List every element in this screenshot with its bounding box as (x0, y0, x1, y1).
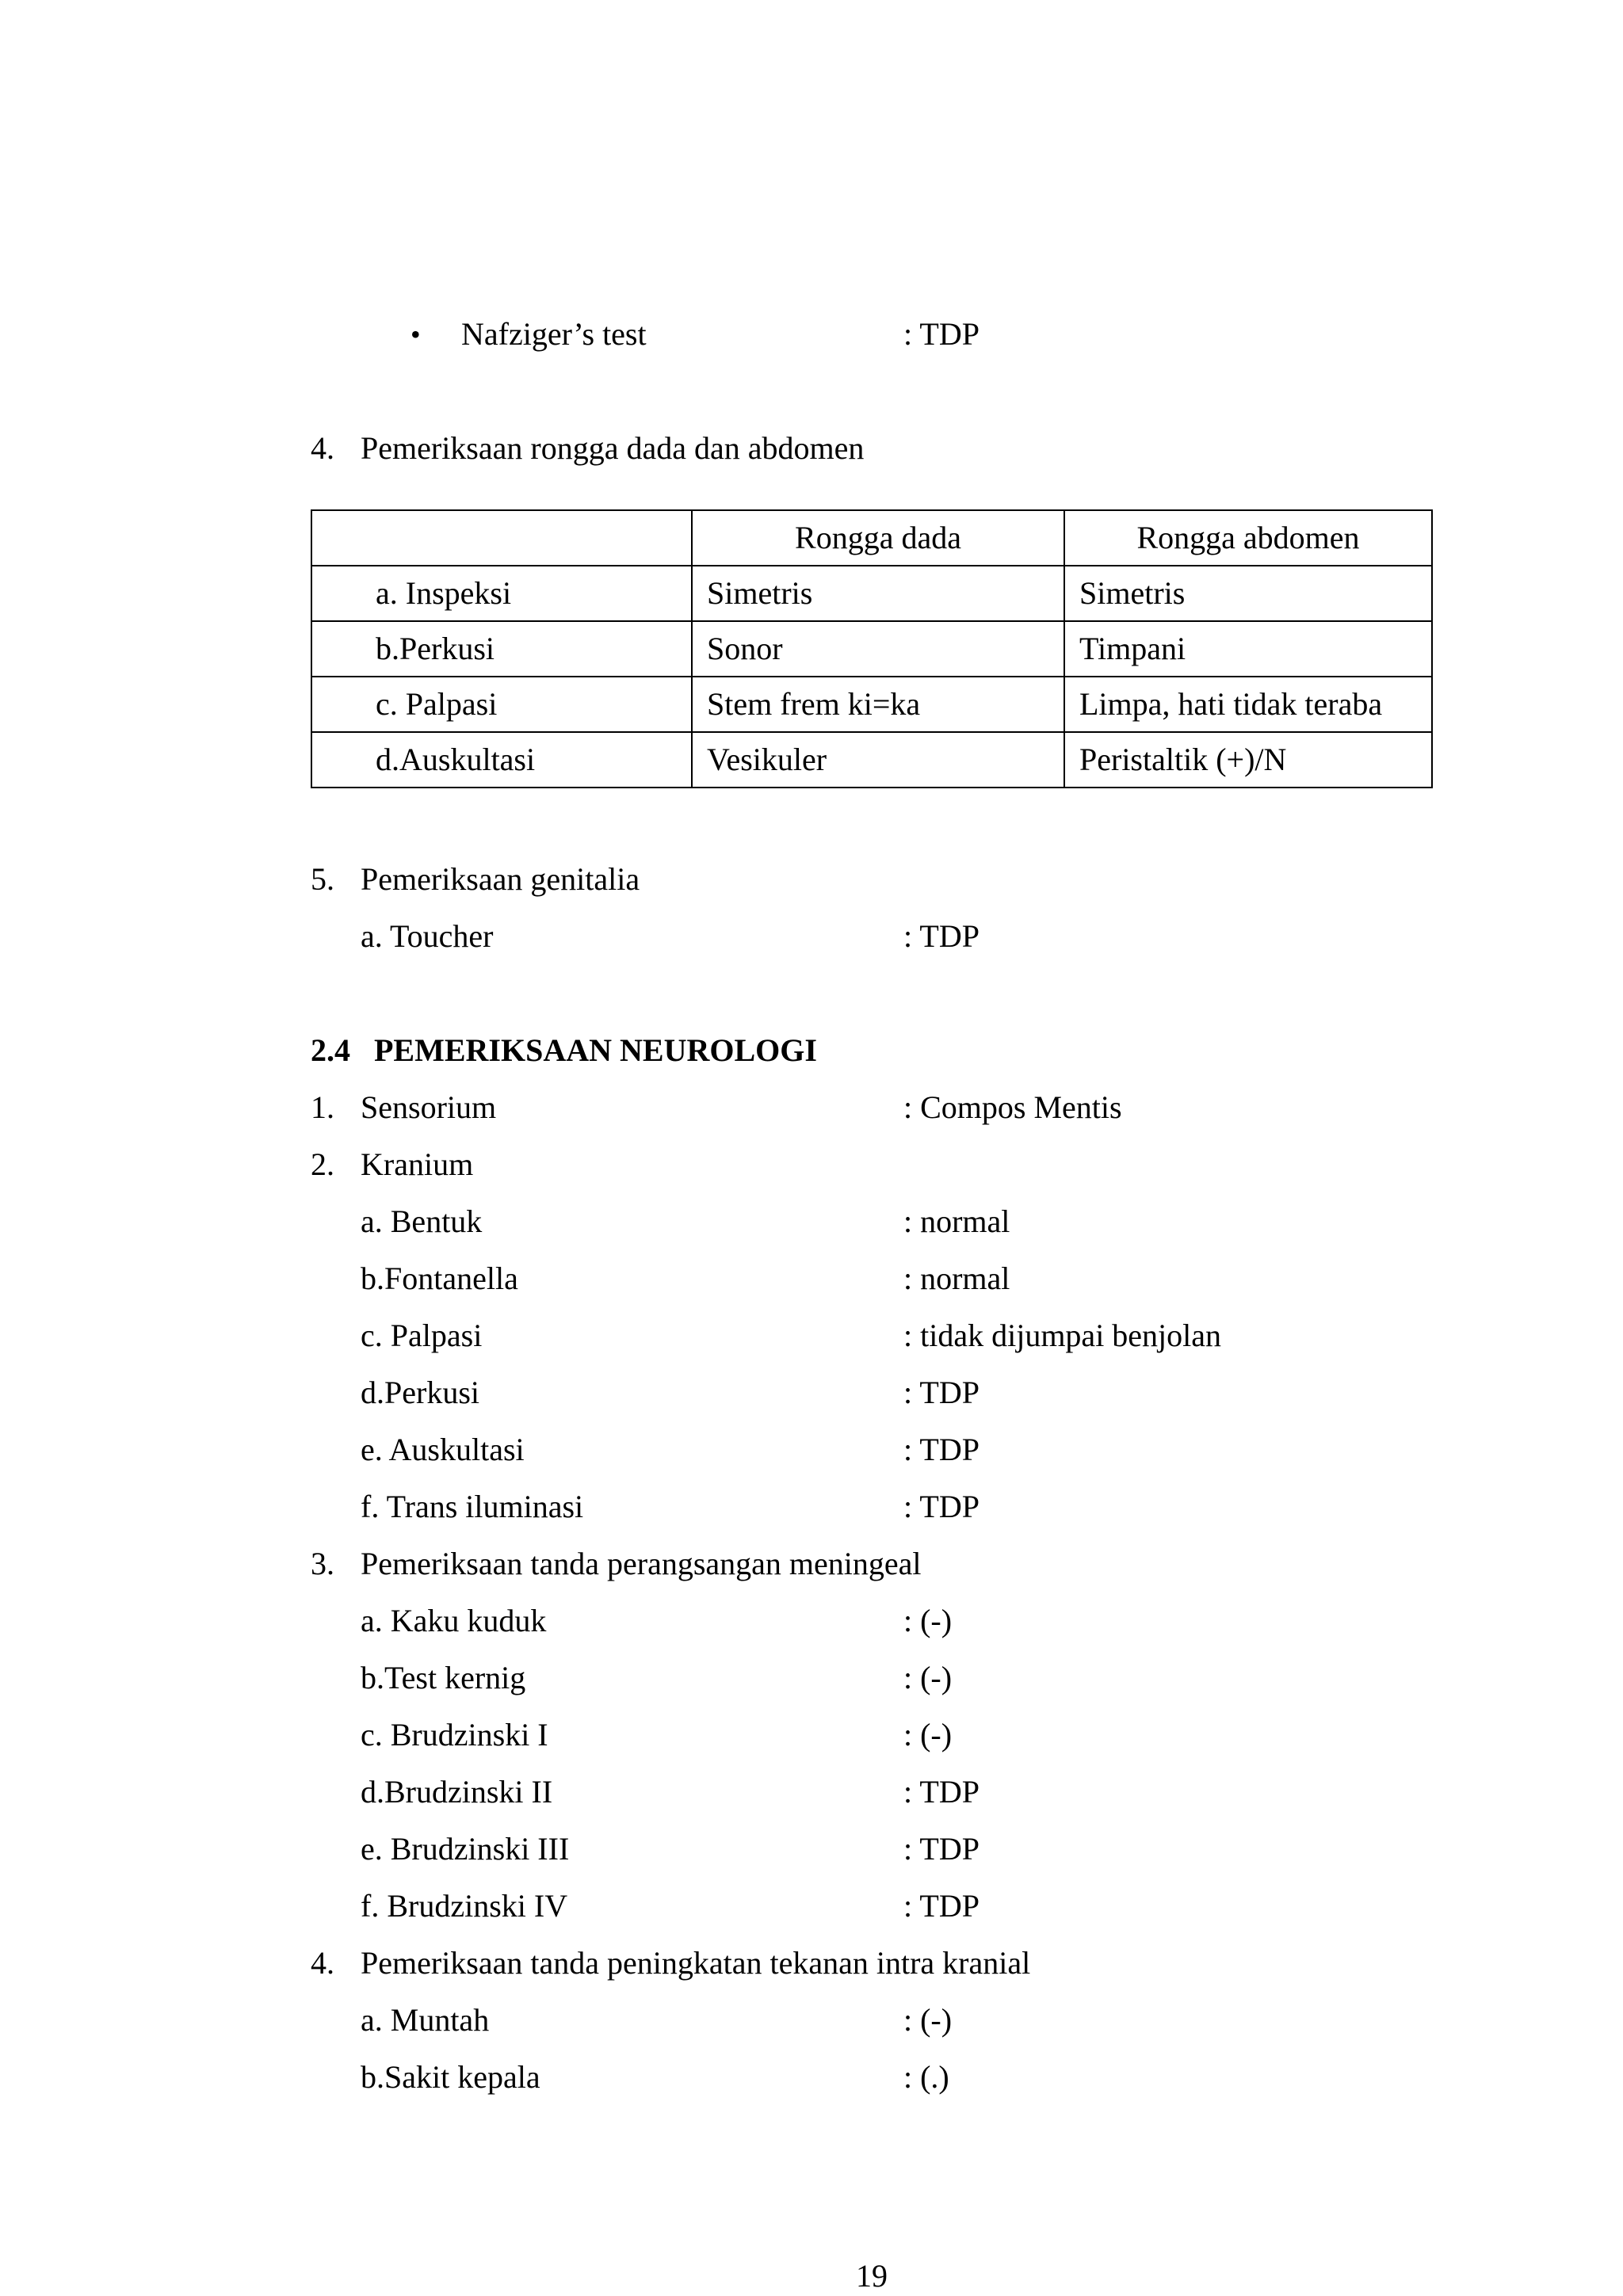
list-item (0, 1998, 1623, 2042)
item-number: 3. (311, 1546, 334, 1581)
list-item (0, 1428, 1623, 1472)
item-value: : normal (903, 1203, 1010, 1239)
item-label: f. Trans iluminasi (361, 1489, 584, 1524)
section-4-heading (0, 426, 1623, 471)
list-item (0, 1085, 1623, 1130)
item-label: b.Fontanella (361, 1261, 518, 1296)
header-cell-rongga-dada: Rongga dada (692, 510, 1064, 566)
table-row (311, 677, 1432, 732)
list-item (0, 1713, 1623, 1757)
nafziger-label: Nafziger’s test (461, 316, 647, 352)
item-label: b.Sakit kepala (361, 2059, 540, 2095)
row-label: a. Inspeksi (311, 566, 692, 621)
rongga-dada-cell: Simetris (692, 566, 1064, 621)
list-item (0, 1199, 1623, 1244)
neuro-heading-number: 2.4 (311, 1032, 350, 1068)
item-value: : normal (903, 1261, 1010, 1296)
item-value: : (-) (903, 2002, 953, 2038)
row-label: b.Perkusi (311, 621, 692, 677)
item-label: a. Bentuk (361, 1203, 483, 1239)
list-item (0, 1542, 1623, 1586)
section-5-title: Pemeriksaan genitalia (361, 861, 640, 897)
item-label: b.Test kernig (361, 1660, 526, 1695)
item-value: : (-) (903, 1660, 953, 1695)
item-value: : TDP (903, 1888, 980, 1924)
header-cell-blank (311, 510, 692, 566)
item-label: c. Palpasi (361, 1318, 483, 1353)
bullet-icon: • (411, 318, 421, 350)
row-label: d.Auskultasi (311, 732, 692, 788)
item-label: a. Toucher (361, 918, 494, 954)
chest-abdomen-table (311, 509, 1433, 788)
list-item (0, 1827, 1623, 1871)
item-label: f. Brudzinski IV (361, 1888, 568, 1924)
list-item (0, 1770, 1623, 1814)
item-label: d.Perkusi (361, 1375, 479, 1410)
item-label: d.Brudzinski II (361, 1774, 553, 1810)
list-item (0, 1884, 1623, 1928)
item-value: : TDP (903, 1375, 980, 1410)
item-label: a. Muntah (361, 2002, 490, 2038)
item-label: e. Brudzinski III (361, 1831, 570, 1867)
item-number: 2. (311, 1146, 334, 1182)
item-number: 4. (311, 1945, 334, 1981)
rongga-abdomen-cell: Peristaltik (+)/N (1064, 732, 1432, 788)
list-item (0, 1371, 1623, 1415)
table-row (311, 621, 1432, 677)
item-value: : tidak dijumpai benjolan (903, 1318, 1222, 1353)
list-item (0, 1656, 1623, 1700)
item-label: a. Kaku kuduk (361, 1603, 547, 1638)
item-label: Pemeriksaan tanda peningkatan tekanan intra kranial (361, 1945, 1031, 1981)
rongga-abdomen-cell: Limpa, hati tidak teraba (1064, 677, 1432, 732)
section-5-number: 5. (311, 861, 334, 897)
item-value: : (.) (903, 2059, 949, 2095)
list-item (0, 914, 1623, 959)
item-label: Pemeriksaan tanda perangsangan meningeal (361, 1546, 922, 1581)
item-value: : TDP (903, 1831, 980, 1867)
table-header-row (311, 510, 1432, 566)
rongga-dada-cell: Sonor (692, 621, 1064, 677)
list-item (0, 1142, 1623, 1187)
item-value: : TDP (903, 1432, 980, 1467)
rongga-dada-cell: Vesikuler (692, 732, 1064, 788)
section-5-heading (0, 857, 1623, 902)
item-label: c. Brudzinski I (361, 1717, 548, 1753)
list-item (0, 1257, 1623, 1301)
item-value: : TDP (903, 1489, 980, 1524)
section-4-title: Pemeriksaan rongga dada dan abdomen (361, 430, 865, 466)
item-label: e. Auskultasi (361, 1432, 525, 1467)
header-cell-rongga-abdomen: Rongga abdomen (1064, 510, 1432, 566)
item-value: : TDP (903, 1774, 980, 1810)
neuro-heading-title: PEMERIKSAAN NEUROLOGI (374, 1032, 817, 1068)
item-value: : (-) (903, 1603, 953, 1638)
item-value: : TDP (903, 918, 980, 954)
page-number: 19 (856, 2258, 888, 2294)
table-row (311, 732, 1432, 788)
list-item (0, 1941, 1623, 1985)
list-item (0, 1485, 1623, 1529)
item-label: Kranium (361, 1146, 474, 1182)
table-row (311, 566, 1432, 621)
nafziger-value: : TDP (903, 316, 980, 352)
rongga-abdomen-cell: Timpani (1064, 621, 1432, 677)
item-label: Sensorium (361, 1089, 497, 1125)
list-item (0, 1314, 1623, 1358)
nafziger-line (0, 312, 1623, 357)
neuro-heading (0, 1028, 1623, 1073)
item-value: : Compos Mentis (903, 1089, 1122, 1125)
section-4-number: 4. (311, 430, 334, 466)
list-item (0, 1599, 1623, 1643)
rongga-abdomen-cell: Simetris (1064, 566, 1432, 621)
row-label: c. Palpasi (311, 677, 692, 732)
item-number: 1. (311, 1089, 334, 1125)
list-item (0, 2055, 1623, 2100)
rongga-dada-cell: Stem frem ki=ka (692, 677, 1064, 732)
item-value: : (-) (903, 1717, 953, 1753)
